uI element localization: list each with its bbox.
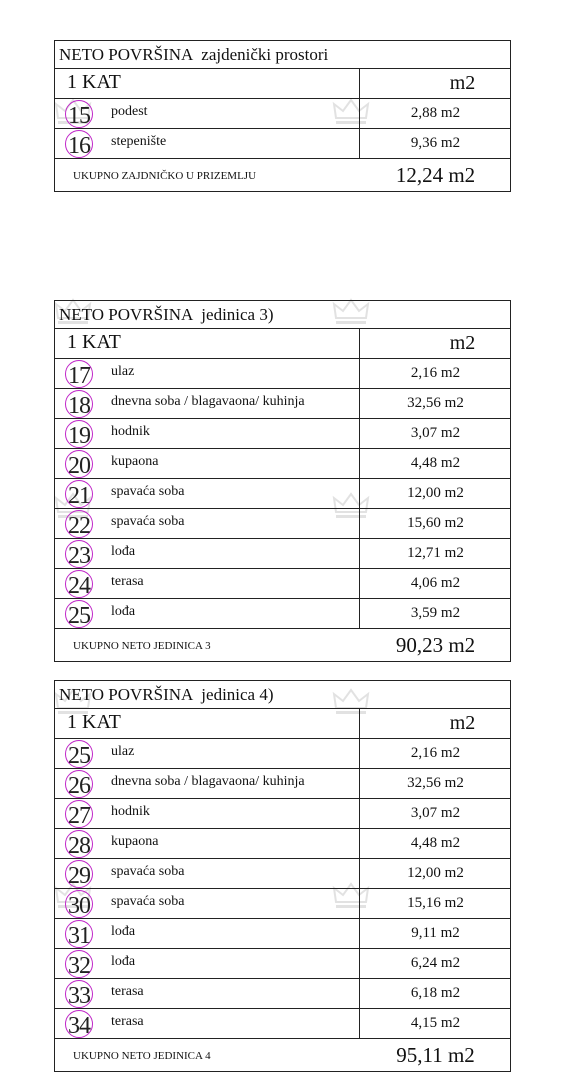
table-header — [55, 329, 510, 359]
table-row — [55, 799, 510, 829]
room-number-badge: 19 — [65, 420, 93, 448]
room-number-badge: 27 — [65, 800, 93, 828]
room-name: hodnik — [111, 424, 150, 439]
room-name: hodnik — [111, 804, 150, 819]
room-number-badge: 21 — [65, 480, 93, 508]
room-area: 3,59 m2 — [410, 605, 461, 621]
total-label: UKUPNO ZAJDNIČKO U PRIZEMLJU — [73, 170, 257, 182]
table-row — [55, 599, 510, 629]
table-header — [55, 69, 510, 99]
room-name: lođa — [111, 924, 136, 939]
room-name: terasa — [111, 1014, 144, 1029]
room-number-badge: 26 — [65, 770, 93, 798]
room-number-badge: 16 — [65, 130, 93, 158]
table-row — [55, 99, 510, 129]
room-name: dnevna soba / blagavaona/ kuhinja — [111, 774, 305, 789]
unit-label: m2 — [449, 72, 476, 94]
total-value: 90,23 m2 — [395, 633, 476, 657]
room-number-badge: 30 — [65, 890, 93, 918]
table-title — [55, 41, 510, 69]
room-area: 4,48 m2 — [410, 455, 461, 471]
table-total-row — [55, 1039, 510, 1071]
table-row — [55, 569, 510, 599]
table-row — [55, 449, 510, 479]
table-row — [55, 129, 510, 159]
room-number-badge: 17 — [65, 360, 93, 388]
room-name: spavaća soba — [111, 894, 185, 909]
room-number-badge: 28 — [65, 830, 93, 858]
room-name: terasa — [111, 574, 144, 589]
room-name: lođa — [111, 544, 136, 559]
room-area: 6,24 m2 — [410, 955, 461, 971]
room-area: 6,18 m2 — [410, 985, 461, 1001]
room-name: terasa — [111, 984, 144, 999]
total-label: UKUPNO NETO JEDINICA 4 — [73, 1050, 211, 1062]
table-row — [55, 359, 510, 389]
floor-label: 1 KAT — [67, 71, 121, 93]
table-row — [55, 859, 510, 889]
room-name: podest — [111, 104, 148, 119]
room-number-badge: 15 — [65, 100, 93, 128]
floor-label: 1 KAT — [67, 711, 121, 733]
table-row — [55, 389, 510, 419]
room-area: 15,60 m2 — [407, 515, 464, 531]
table-subtitle: jedinica 3) — [201, 305, 274, 324]
room-name: stepenište — [111, 134, 167, 149]
total-value: 95,11 m2 — [396, 1043, 475, 1067]
room-number-badge: 23 — [65, 540, 93, 568]
unit-label: m2 — [449, 332, 476, 354]
room-number-badge: 34 — [65, 1010, 93, 1038]
room-name: dnevna soba / blagavaona/ kuhinja — [111, 394, 305, 409]
floor-label: 1 KAT — [67, 331, 121, 353]
table-row — [55, 419, 510, 449]
room-number-badge: 29 — [65, 860, 93, 888]
table-total-row — [55, 159, 510, 191]
room-name: lođa — [111, 604, 136, 619]
room-area: 3,07 m2 — [410, 425, 461, 441]
room-area: 2,16 m2 — [410, 365, 461, 381]
table-title-label: NETO POVRŠINA — [59, 45, 194, 64]
unit-label: m2 — [449, 712, 476, 734]
room-area: 4,06 m2 — [410, 575, 461, 591]
area-table-unit-4 — [54, 680, 511, 1072]
table-title — [55, 301, 510, 329]
room-number-badge: 24 — [65, 570, 93, 598]
room-area: 2,88 m2 — [410, 105, 461, 121]
room-number-badge: 20 — [65, 450, 93, 478]
room-number-badge: 18 — [65, 390, 93, 418]
total-value: 12,24 m2 — [395, 163, 476, 187]
table-title — [55, 681, 510, 709]
room-number-badge: 25 — [65, 600, 93, 628]
room-area: 12,00 m2 — [407, 485, 464, 501]
table-row — [55, 739, 510, 769]
table-row — [55, 539, 510, 569]
room-area: 15,16 m2 — [407, 895, 464, 911]
room-name: kupaona — [111, 454, 159, 469]
room-area: 3,07 m2 — [410, 805, 461, 821]
table-row — [55, 979, 510, 1009]
table-row — [55, 769, 510, 799]
table-title-label: NETO POVRŠINA — [59, 305, 194, 324]
room-area: 2,16 m2 — [410, 745, 461, 761]
room-area: 9,11 m2 — [411, 925, 460, 941]
room-area: 12,00 m2 — [407, 865, 464, 881]
room-name: ulaz — [111, 364, 135, 379]
room-number-badge: 33 — [65, 980, 93, 1008]
room-name: lođa — [111, 954, 136, 969]
room-number-badge: 25 — [65, 740, 93, 768]
table-subtitle: jedinica 4) — [201, 685, 274, 704]
room-number-badge: 22 — [65, 510, 93, 538]
room-name: kupaona — [111, 834, 159, 849]
table-row — [55, 509, 510, 539]
table-row — [55, 919, 510, 949]
table-row — [55, 829, 510, 859]
table-row — [55, 949, 510, 979]
table-total-row — [55, 629, 510, 661]
table-row — [55, 479, 510, 509]
table-header — [55, 709, 510, 739]
room-area: 12,71 m2 — [407, 545, 464, 561]
table-row — [55, 889, 510, 919]
room-name: spavaća soba — [111, 514, 185, 529]
room-number-badge: 31 — [65, 920, 93, 948]
room-area: 4,15 m2 — [410, 1015, 461, 1031]
room-name: spavaća soba — [111, 484, 185, 499]
area-table-common — [54, 40, 511, 192]
room-name: ulaz — [111, 744, 135, 759]
room-number-badge: 32 — [65, 950, 93, 978]
table-subtitle: zajdenički prostori — [201, 45, 329, 64]
room-area: 9,36 m2 — [410, 135, 461, 151]
table-row — [55, 1009, 510, 1039]
total-label: UKUPNO NETO JEDINICA 3 — [73, 640, 211, 652]
room-area: 4,48 m2 — [410, 835, 461, 851]
room-area: 32,56 m2 — [407, 395, 464, 411]
area-table-unit-3 — [54, 300, 511, 662]
room-name: spavaća soba — [111, 864, 185, 879]
table-title-label: NETO POVRŠINA — [59, 685, 194, 704]
room-area: 32,56 m2 — [407, 775, 464, 791]
